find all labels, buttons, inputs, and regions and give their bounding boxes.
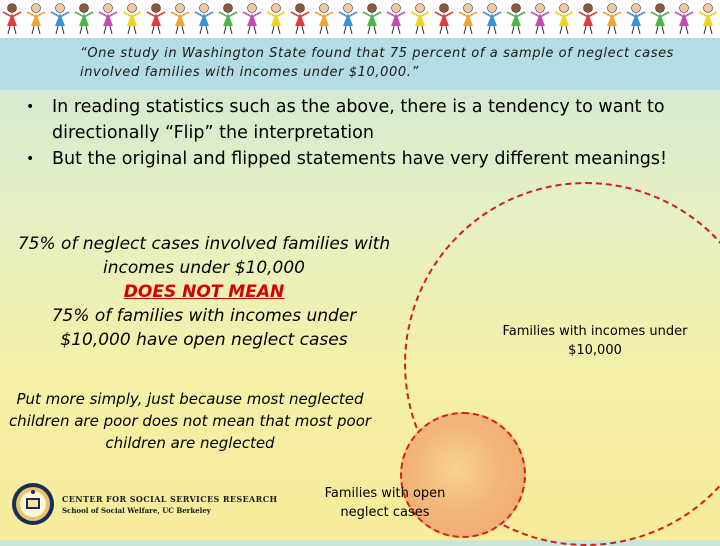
bullet-text: In reading statistics such as the above, there is a tendency to want to directionally “Flip” the interpretation: [52, 97, 665, 143]
kid-figure-icon: [99, 4, 117, 35]
kid-figure-icon: [243, 4, 261, 35]
neglect-label: Families with open neglect cases: [324, 486, 446, 520]
kid-figure-icon: [699, 4, 717, 35]
kid-figure-icon: [3, 4, 21, 35]
bullet-text: But the original and flipped statements have very different meanings!: [52, 149, 668, 169]
kid-figure-icon: [123, 4, 141, 35]
kid-figure-icon: [483, 4, 501, 35]
bullet-icon: •: [26, 99, 35, 115]
center-name: CENTER FOR SOCIAL SERVICES RESEARCH: [62, 494, 278, 504]
claim-original: 75% of neglect cases involved families with incomes under $10,000: [17, 234, 391, 278]
kid-figure-icon: [147, 4, 165, 35]
kid-figure-icon: [27, 4, 45, 35]
kid-figure-icon: [675, 4, 693, 35]
bullet-item: [26, 146, 706, 172]
claim-flipped: 75% of families with incomes under $10,000 have open neglect cases: [51, 306, 357, 350]
bullet-icon: •: [26, 151, 35, 167]
kid-figure-icon: [339, 4, 357, 35]
claim-warning: DOES NOT MEAN: [123, 282, 285, 302]
bullet-list: [26, 94, 706, 172]
kid-figure-icon: [219, 4, 237, 35]
kids-border-icon: [0, 0, 720, 38]
kid-figure-icon: [267, 4, 285, 35]
kid-figure-icon: [171, 4, 189, 35]
kid-figure-icon: [51, 4, 69, 35]
study-quote: “One study in Washington State found that 75 percent of a sample of neglect cases involved families with incomes under $10,000.”: [80, 46, 675, 80]
kid-figure-icon: [603, 4, 621, 35]
summary-text: Put more simply, just because most neglected children are poor does not mean that most poor children are neglected: [8, 390, 372, 452]
uc-seal-icon: [10, 480, 56, 528]
kid-figure-icon: [507, 4, 525, 35]
kid-figure-icon: [315, 4, 333, 35]
kid-figure-icon: [75, 4, 93, 35]
kids-banner: [0, 0, 720, 38]
kid-figure-icon: [435, 4, 453, 35]
kid-figure-icon: [387, 4, 405, 35]
bullet-item: [26, 94, 706, 146]
kid-figure-icon: [555, 4, 573, 35]
flip-claim: [14, 232, 394, 352]
kid-figure-icon: [459, 4, 477, 35]
kid-figure-icon: [579, 4, 597, 35]
kid-figure-icon: [531, 4, 549, 35]
kid-figure-icon: [651, 4, 669, 35]
kid-figure-icon: [627, 4, 645, 35]
kid-figure-icon: [411, 4, 429, 35]
kid-figure-icon: [363, 4, 381, 35]
kid-figure-icon: [195, 4, 213, 35]
kid-figure-icon: [291, 4, 309, 35]
school-name: School of Social Welfare, UC Berkeley: [62, 506, 211, 515]
low-income-label: Families with incomes under $10,000: [502, 324, 688, 358]
